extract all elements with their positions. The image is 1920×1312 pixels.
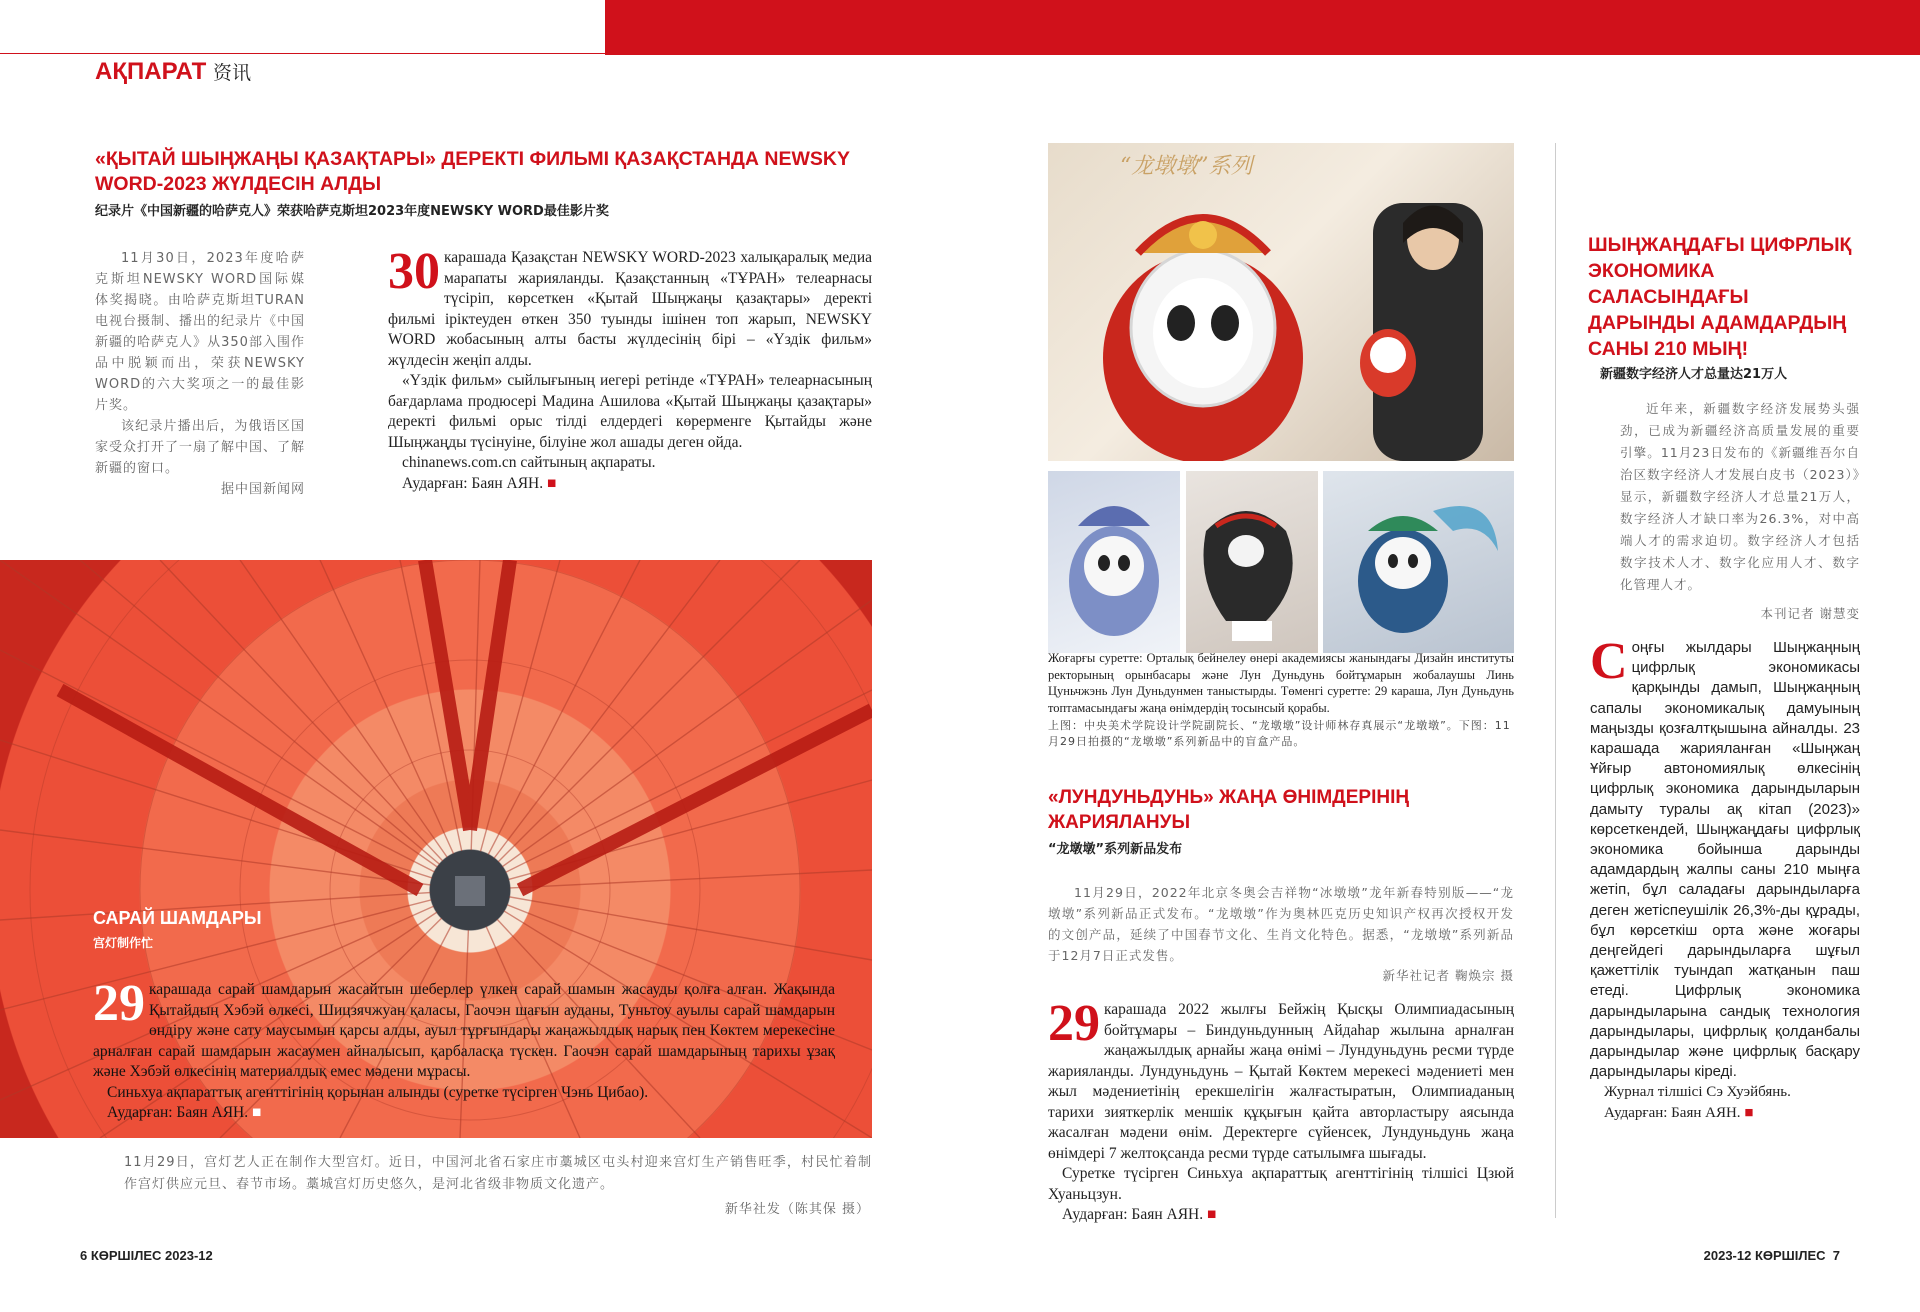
article1-title: «ҚЫТАЙ ШЫҢЖАҢЫ ҚАЗАҚТАРЫ» ДЕРЕКТІ ФИЛЬМІ ҚАЗАҚСТАНДА NEWSKY WORD-2023 ЖҮЛДЕСІН АЛДЫ bbox=[95, 148, 850, 195]
section-label bbox=[95, 58, 251, 86]
blue-mascot-illustration bbox=[1048, 471, 1180, 653]
article3-translator: Аударған: Баян АЯН. bbox=[1062, 1206, 1204, 1223]
footer-left-page-number: 6 КӨРШІЛЕС 2023-12 bbox=[80, 1248, 213, 1263]
end-mark-icon: ■ bbox=[546, 474, 557, 492]
article4-zh-credit: 本刊记者 谢慧变 bbox=[1760, 606, 1860, 621]
article2-p1: карашада сарай шамдарын жасайтын шеберлер үлкен сарай шамын жасауды қолға алған. Жақында Қытайдың Хэбэй өлкесі, Шицзячжуан қаласы, Гаочэн шағын ауданы, Туньтоу ауылы сарай шамдарын өндіру және сату маусымын қарсы алды, ауыл тұрғындары жаңажылдық нарық пен Көктем мерекесіне арналған сарай шамдарын жасаумен айналысып, қарбаласқа түскен. Гаочэн сарай шамдарының тарихы ұзақ және Хэбэй өлкесінің материалдық емес мәдени мұрасы. bbox=[93, 981, 835, 1080]
longdundun-photo-text: “龙墩墩”系列 bbox=[1120, 154, 1253, 179]
article3-subtitle: “龙墩墩”系列新品发布 bbox=[1048, 842, 1183, 857]
article3-body bbox=[1048, 995, 1514, 1226]
article4-translator: Аударған: Баян АЯН. bbox=[1604, 1104, 1741, 1121]
article2-zh-credit: 新华社发（陈其保 摄） bbox=[724, 1202, 870, 1217]
article4-p2: Журнал тілшісі Сэ Хуэйбянь. bbox=[1604, 1084, 1791, 1101]
black-dragon-illustration bbox=[1186, 471, 1318, 653]
article1-p2: «Үздік фильм» сыйлығының иегері ретінде «ТҰРАН» телеарнасының бағдарлама продюсері Мадина Ашилова «Қытай Шыңжаңы қазақтары» деректі фильмі орыс тілді елдердегі көрерменге Қытайды және Шыңжаңды түсінуіне, білуіне жол ашады деген ойда. bbox=[388, 372, 872, 451]
article4-subtitle: 新疆数字经济人才总量达21万人 bbox=[1600, 367, 1788, 382]
section-label-zh: 资讯 bbox=[212, 62, 251, 84]
article1-body bbox=[388, 243, 872, 494]
green-dragon-illustration bbox=[1323, 471, 1514, 653]
article1-dropcap: 30 bbox=[388, 243, 440, 300]
end-mark-icon: ■ bbox=[1744, 1104, 1754, 1121]
article1-zh-source: 据中国新闻网 bbox=[220, 482, 305, 497]
article4-body bbox=[1590, 633, 1860, 1123]
article4-p1: оңғы жылдары Шыңжаңның цифрлық экономикасы қарқынды дамып, Шыңжаңның сапалы экономикалық дамуының маңызды қозғалтқышына айналды. 23 карашада жарияланған «Шыңжаң Ұйғыр автономиялық өлкесінің цифрлық экономика дарындыларын дамыту туралы ақ кітап (2023)» көрсеткендей, Шыңжаңдағы цифрлық экономика бойынша дарынды адамдардың жалпы саны 210 мыңға жетіп, бұл саладағы дарындыларға деген жетіспеушілік 26,3%-ды құрады, бұл көрсеткіш орта және жоғары деңгейдегі дарындыларға шұғыл қажеттілік туындап жатқанын паш етеді. Цифрлық экономика дарындыларына сандық технология дарындылары, цифрлық қолданбалы дарындылар және цифрлық басқару дарындылары кіреді. bbox=[1590, 639, 1860, 1081]
column-divider bbox=[1555, 143, 1556, 1218]
blue-mascot-photo bbox=[1048, 471, 1180, 653]
article4-title: ШЫҢЖАҢДАҒЫ ЦИФРЛЫҚ ЭКОНОМИКА САЛАСЫНДАҒЫ ДАРЫНДЫ АДАМДАРДЫҢ САНЫ 210 МЫҢ! bbox=[1588, 234, 1852, 360]
article3-dropcap: 29 bbox=[1048, 995, 1100, 1052]
article1-subtitle: 纪录片《中国新疆的哈萨克人》荣获哈萨克斯坦2023年度NEWSKY WORD最佳影片奖 bbox=[95, 204, 609, 219]
top-red-bar bbox=[605, 0, 1920, 55]
article2-body bbox=[93, 975, 835, 1124]
article2-title: САРАЙ ШАМДАРЫ bbox=[93, 908, 262, 928]
green-dragon-photo bbox=[1323, 471, 1514, 653]
top-rule bbox=[0, 53, 605, 54]
article1-p1: карашада Қазақстан NEWSKY WORD-2023 халықаралық медиа марапаты жарияланды. Қазақстанның «ТҰРАН» телеарнасы түсіріп, көрсеткен «Қытай Шыңжаңы қазақтары» деректі фильмі іріктеуден өткен 350 туынды ішінен топ жарып, NEWSKY WORD жобасының алты басты жүлдесінің бірі – «Үздік фильм» жүлдесін жеңіп алды. bbox=[388, 249, 872, 369]
article3-p2: Суретке түсірген Синьхуа ақпараттық агенттігінің тілшісі Цзюй Хуаньцзун. bbox=[1048, 1165, 1514, 1203]
article2-zh-caption: 11月29日，宫灯艺人正在制作大型宫灯。近日，中国河北省石家庄市藁城区屯头村迎来宫灯生产销售旺季，村民忙着制作宫灯供应元旦、春节市场。藁城宫灯历史悠久，是河北省级非物质文化遗产。 bbox=[124, 1155, 872, 1192]
article4-zh-text: 近年来，新疆数字经济发展势头强劲，已成为新疆经济高质量发展的重要引擎。11月23日发布的《新疆维吾尔自治区数字经济人才发展白皮书（2023）》显示，新疆数字经济人才总量21万人，数字经济人才缺口率为26.3%，对中高端人才的需求迫切。数字经济人才包括数字技术人才、数字化应用人才、数字化管理人才。 bbox=[1620, 401, 1860, 592]
end-mark-icon: ■ bbox=[251, 1104, 262, 1121]
footer-right-page-number: 2023-12 КӨРШІЛЕС 7 bbox=[1703, 1248, 1840, 1263]
longdundun-mascot-illustration bbox=[1048, 143, 1514, 461]
article4-dropcap: С bbox=[1590, 633, 1628, 690]
article3-photo-caption-kz: Жоғарғы суретте: Орталық бейнелеу өнері академиясы жанындағы Дизайн институты ректорының орынбасары және Лун Дуньдунь бойтұмарын жобалаушы Линь Цуньчжэнь Лун Дуньдунмен таныстырды. Төменгі суретте: 29 караша, Лун Дуньдунь топтамасындағы жаңа өнімдердің тосынсый қорабы. bbox=[1048, 651, 1514, 715]
article3-photo-caption-zh: 上图：中央美术学院设计学院副院长、“龙墩墩”设计师林存真展示“龙墩墩”。下图：11月29日拍摄的“龙墩墩”系列新品中的盲盒产品。 bbox=[1048, 719, 1511, 748]
article3-p1: карашада 2022 жылғы Бейжің Қысқы Олимпиадасының бойтұмары – Биндуньдунның Айдаһар жылына арналған жаңажылдық арнайы жаңа өнімі – Лундуньдунь ресми түрде жарияланды. Лундуньдунь – Қытай Көктем мерекесі мәдениеті мен жыл мәдениетінің ерекшелігін жалғастыратын, Олимпиаданың тарихи зияткерлік меншік құқығын қайта авторластыру аясында жасалған мәдени өнім. Деректерге сүйенсек, Лундуньдунь жаңа өнімдері 7 желтоқсанда ресми түрде сатылымға шығады. bbox=[1048, 1001, 1514, 1162]
article2-translator: Аударған: Баян АЯН. bbox=[107, 1104, 249, 1121]
article3-zh-text: 11月29日，2022年北京冬奥会吉祥物“冰墩墩”龙年新春特别版——“龙墩墩”系列新品正式发布。“龙墩墩”作为奥林匹克历史知识产权再次授权开发的文创产品，延续了中国春节文化、生肖文化特色。据悉，“龙墩墩”系列新品于12月7日正式发售。 bbox=[1048, 885, 1514, 963]
article1-zh-p2: 该纪录片播出后，为俄语区国家受众打开了一扇了解中国、了解新疆的窗口。 bbox=[95, 419, 306, 476]
article2-subtitle: 宫灯制作忙 bbox=[93, 936, 154, 950]
article3-title: «ЛУНДУНЬДУНЬ» ЖАҢА ӨНІМДЕРІНІҢ ЖАРИЯЛАНУЫ bbox=[1048, 787, 1410, 833]
longdundun-main-photo bbox=[1048, 143, 1514, 461]
article1-translator: Аударған: Баян АЯН. bbox=[402, 474, 544, 492]
black-dragon-photo bbox=[1186, 471, 1318, 653]
lantern-photo bbox=[0, 560, 872, 1138]
article1-p3: chinanews.com.cn сайтының ақпараты. bbox=[402, 454, 656, 471]
article1-zh-text bbox=[95, 248, 305, 500]
article2-p2: Синьхуа ақпараттық агенттігінің қорынан алынды (суретке түсірген Чэнь Цибао). bbox=[107, 1083, 649, 1101]
article1-zh-p1: 11月30日，2023年度哈萨克斯坦NEWSKY WORD国际媒体奖揭晓。由哈萨克斯坦TURAN电视台摄制、播出的纪录片《中国新疆的哈萨克人》从350部入围作品中脱颖而出，荣获NEWSKY WORD的六大奖项之一的最佳影片奖。 bbox=[95, 251, 306, 413]
section-label-kz: АҚПАРАТ bbox=[95, 58, 207, 85]
article3-zh-credit: 新华社记者 鞠焕宗 摄 bbox=[1382, 968, 1514, 983]
end-mark-icon: ■ bbox=[1206, 1206, 1217, 1223]
article2-dropcap: 29 bbox=[93, 975, 145, 1032]
